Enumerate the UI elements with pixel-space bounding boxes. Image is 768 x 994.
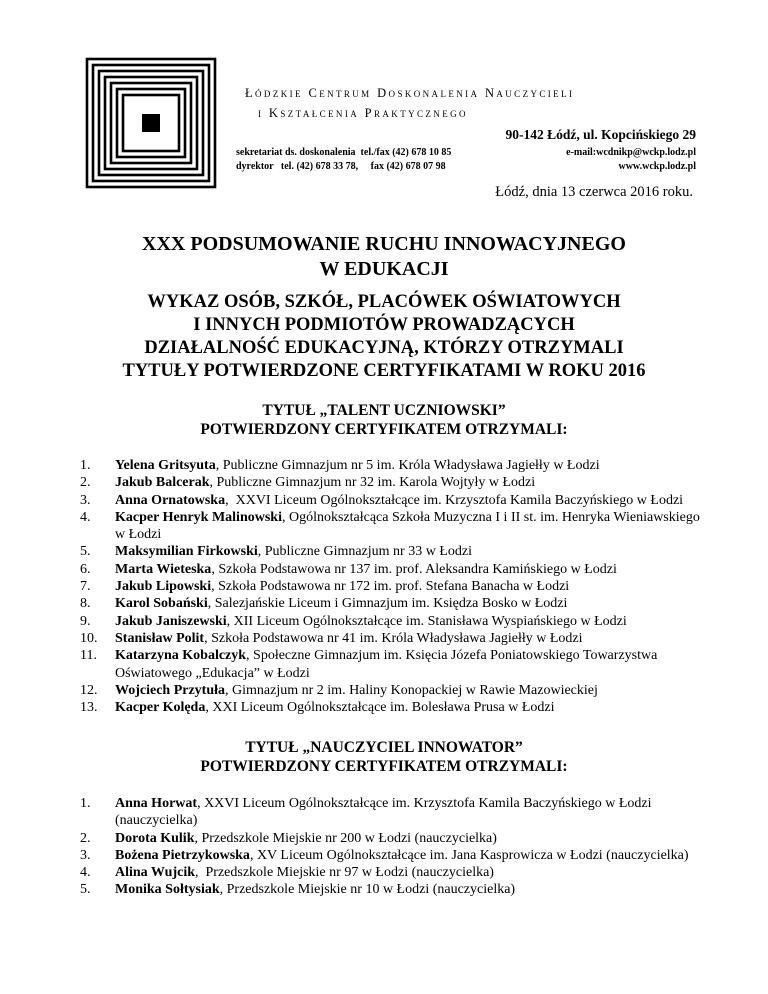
organization-name-line2: i Kształcenia Praktycznego (258, 106, 468, 120)
list-item-number: 3. (80, 492, 91, 508)
section-innovator-title (0, 738, 768, 776)
list-item-number: 4. (80, 509, 91, 525)
list-item (0, 699, 700, 716)
recipient-institution: , Szkoła Podstawowa nr 172 im. prof. Stefana Banacha w Łodzi (211, 579, 570, 595)
recipient-institution: , XII Liceum Ogólnokształcące im. Stanisława Wyspiańskiego w Łodzi (226, 613, 627, 629)
sub-title-line4: TYTUŁY POTWIERDZONE CERTYFIKATAMI W ROKU 2016 (122, 361, 646, 381)
recipient-name: Anna Horwat (115, 796, 198, 811)
recipient-name: Yelena Gritsyuta (115, 458, 216, 473)
list-item (0, 795, 700, 830)
list-item (0, 543, 700, 560)
list-item-number: 6. (80, 561, 91, 577)
list-item (0, 509, 704, 544)
recipient-institution: , Szkoła Podstawowa nr 41 im. Króla Władysława Jagiełły w Łodzi (204, 630, 583, 646)
list-item-number: 12. (80, 682, 98, 698)
innovator-recipients-list (0, 795, 700, 899)
recipient-institution: , XXI Liceum Ogólnokształcące im. Bolesława Prusa w Łodzi (205, 700, 555, 716)
document-date: Łódź, dnia 13 czerwca 2016 roku. (495, 184, 693, 200)
contact-website: www.wckp.lodz.pl (618, 161, 696, 172)
organization-address: 90-142 Łódź, ul. Kopcińskiego 29 (505, 127, 696, 142)
recipient-name: Monika Sołtysiak (115, 882, 220, 898)
list-item-number: 2. (80, 475, 91, 491)
contact-online (566, 146, 696, 174)
recipient-institution: , Szkoła Podstawowa nr 137 im. prof. Aleksandra Kamińskiego w Łodzi (211, 561, 617, 577)
list-item (0, 561, 700, 578)
list-item-number: 8. (80, 596, 91, 612)
recipient-institution: , Gimnazjum nr 2 im. Haliny Konopackiej w Rawie Mazowieckiej (225, 682, 598, 698)
sub-title-line2: I INNYCH PODMIOTÓW PROWADZĄCYCH (193, 315, 575, 335)
organization-name-line1: Łódzkie Centrum Doskonalenia Nauczycieli (245, 86, 575, 100)
list-item-number: 2. (80, 830, 91, 846)
recipient-name: Anna Ornatowska (115, 492, 226, 508)
list-item (0, 578, 700, 595)
list-item (0, 630, 700, 647)
list-item (0, 847, 700, 864)
contact-secretariat: sekretariat ds. doskonalenia tel./fax (42) 678 10 85 (236, 147, 452, 158)
recipient-name: Maksymilian Firkowski (115, 544, 258, 560)
section-talent-title-line2: POTWIERDZONY CERTYFIKATEM OTRZYMALI: (200, 421, 568, 438)
list-item-number: 1. (80, 458, 91, 473)
recipient-institution: , Przedszkole Miejskie nr 200 w Łodzi (nauczycielka) (194, 830, 497, 846)
recipient-name: Jakub Janiszewski (115, 613, 227, 629)
recipient-institution: , XV Liceum Ogólnokształcące im. Jana Kasprowicza w Łodzi (nauczycielka) (249, 847, 689, 863)
recipient-institution: , Przedszkole Miejskie nr 97 w Łodzi (nauczycielka) (195, 865, 494, 881)
section-talent-title (0, 401, 768, 439)
sub-title-line3: DZIAŁALNOŚĆ EDUKACYJNĄ, KTÓRZY OTRZYMALI (144, 338, 624, 358)
recipient-name: Katarzyna Kobalczyk (115, 648, 247, 664)
section-innovator-title-line1: TYTUŁ „NAUCZYCIEL INNOWATOR” (245, 739, 523, 756)
recipient-institution: , Społeczne Gimnazjum im. Księcia Józefa Poniatowskiego Towarzystwa Oświatowego „Edukacja” w Łodzi (115, 648, 661, 681)
recipient-name: Karol Sobański (115, 596, 208, 612)
sub-title-line1: WYKAZ OSÓB, SZKÓŁ, PLACÓWEK OŚWIATOWYCH (147, 292, 621, 312)
recipient-institution: , Publiczne Gimnazjum nr 32 im. Karola Wojtyły w Łodzi (209, 475, 536, 491)
contact-phones (236, 146, 451, 174)
list-item-number: 13. (80, 700, 98, 716)
recipient-name: Dorota Kulik (115, 830, 195, 846)
list-item-number: 1. (80, 796, 91, 811)
recipient-institution: , Przedszkole Miejskie nr 10 w Łodzi (nauczycielka) (219, 882, 516, 898)
recipient-name: Kacper Kolęda (115, 700, 206, 716)
list-item (0, 595, 700, 612)
list-item (0, 613, 700, 630)
recipient-name: Wojciech Przytuła (115, 682, 226, 698)
list-item (0, 647, 700, 682)
recipient-institution: , Publiczne Gimnazjum nr 33 w Łodzi (257, 544, 472, 560)
list-item-number: 5. (80, 544, 91, 560)
list-item (0, 474, 700, 491)
recipient-institution: , Salezjańskie Liceum i Gimnazjum im. Księdza Bosko w Łodzi (207, 596, 568, 612)
contact-director: dyrektor tel. (42) 678 33 78, fax (42) 678 07 98 (236, 161, 446, 172)
section-talent-title-line1: TYTUŁ „TALENT UCZNIOWSKI” (262, 402, 506, 419)
list-item-number: 7. (80, 579, 91, 595)
list-item (0, 864, 700, 881)
list-item (0, 881, 700, 898)
main-title (0, 232, 768, 282)
institution-logo (85, 57, 217, 189)
recipient-name: Alina Wujcik (115, 865, 196, 881)
recipient-institution: , XXVI Liceum Ogólnokształcące im. Krzysztofa Kamila Baczyńskiego w Łodzi (225, 492, 684, 508)
sub-title (0, 291, 768, 383)
list-item-number: 4. (80, 865, 91, 881)
list-item-number: 5. (80, 882, 91, 898)
talent-recipients-list (0, 457, 704, 716)
list-item (0, 682, 700, 699)
list-item-number: 10. (80, 630, 98, 646)
recipient-name: Marta Wieteska (115, 561, 212, 577)
main-title-line2: W EDUKACJI (319, 258, 449, 280)
recipient-name: Jakub Balcerak (115, 475, 210, 491)
main-title-line1: XXX PODSUMOWANIE RUCHU INNOWACYJNEGO (142, 233, 626, 255)
recipient-institution: , Publiczne Gimnazjum nr 5 im. Króla Władysława Jagiełły w Łodzi (215, 458, 600, 473)
section-innovator-title-line2: POTWIERDZONY CERTYFIKATEM OTRZYMALI: (200, 758, 568, 775)
recipient-name: Stanisław Polit (115, 630, 205, 646)
list-item-number: 9. (80, 613, 91, 629)
recipient-name: Bożena Pietrzykowska (115, 847, 250, 863)
list-item (0, 492, 700, 509)
list-item-number: 11. (80, 648, 97, 664)
recipient-institution: , XXVI Liceum Ogólnokształcące im. Krzysztofa Kamila Baczyńskiego w Łodzi (nauczycielka) (115, 796, 656, 829)
recipient-institution: , Ogólnokształcąca Szkoła Muzyczna I i II st. im. Henryka Wieniawskiego w Łodzi (115, 509, 704, 543)
contact-email: e-mail:wcdnikp@wckp.lodz.pl (566, 147, 696, 158)
recipient-name: Jakub Lipowski (115, 579, 212, 595)
list-item (0, 830, 700, 847)
list-item-number: 3. (80, 847, 91, 863)
recipient-name: Kacper Henryk Malinowski (115, 509, 282, 525)
list-item (0, 457, 700, 474)
